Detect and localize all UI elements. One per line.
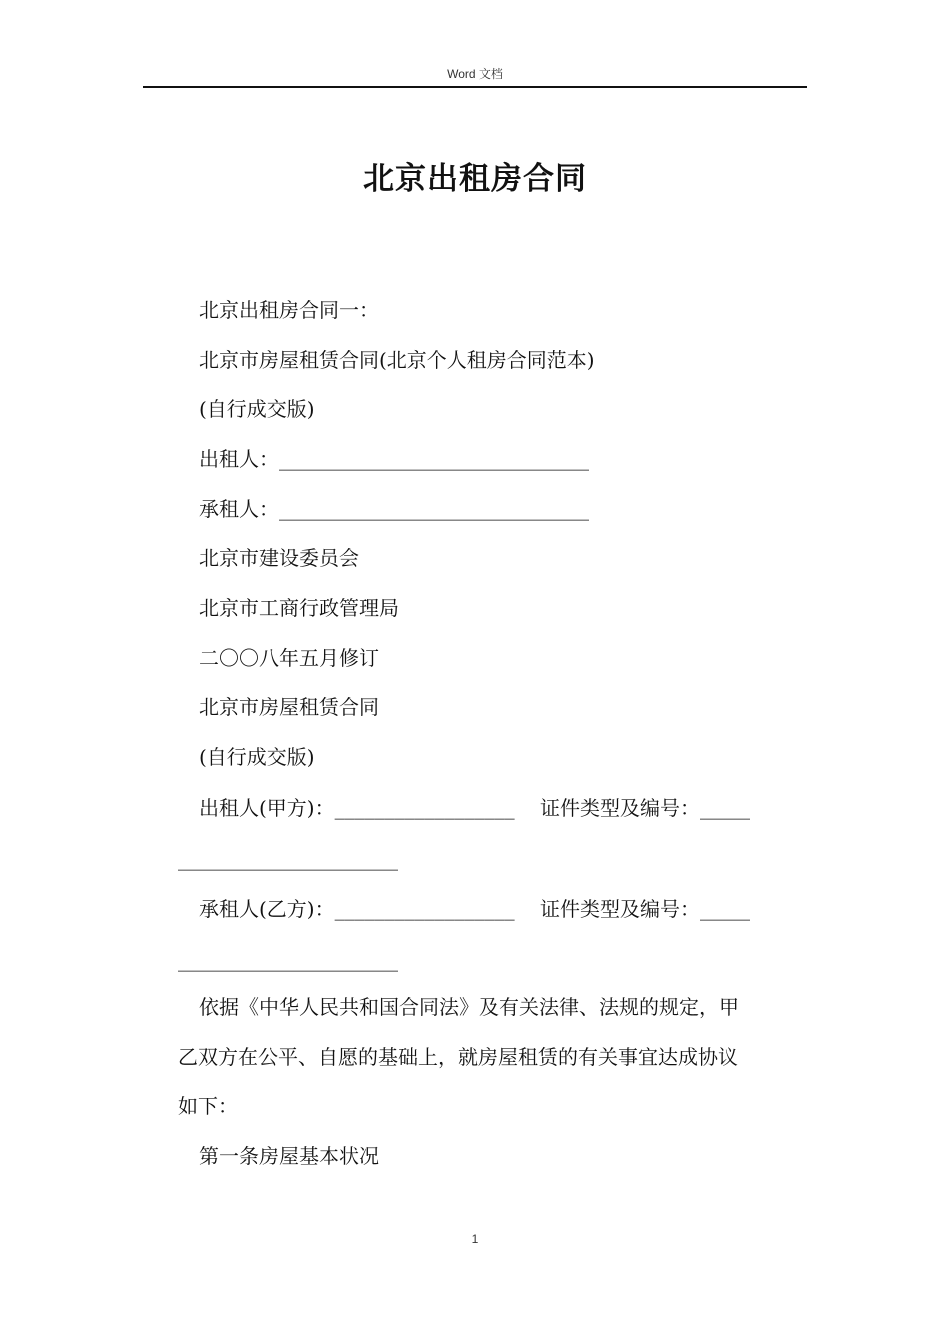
paragraph-line: 如下： xyxy=(178,1094,238,1118)
party-b-field-continuation: ______________________ xyxy=(178,948,398,972)
paragraph-line: 北京市工商行政管理局 xyxy=(199,596,399,620)
paragraph-line: 乙双方在公平、自愿的基础上，就房屋租赁的有关事宜达成协议 xyxy=(178,1045,738,1069)
document-title: 北京出租房合同 xyxy=(363,161,587,197)
section-heading: 第一条房屋基本状况 xyxy=(199,1144,379,1168)
party-a-field-continuation: ______________________ xyxy=(178,847,398,871)
paragraph-line: 二〇〇八年五月修订 xyxy=(199,646,379,670)
paragraph-line: 北京市房屋租赁合同(北京个人租房合同范本) xyxy=(199,348,595,372)
page-header: Word 文档 xyxy=(447,67,503,81)
paragraph-line: (自行成交版) xyxy=(199,397,315,421)
paragraph-line: 北京市房屋租赁合同 xyxy=(199,695,379,719)
page-number: 1 xyxy=(471,1232,479,1246)
party-b-field-line: 承租人(乙方)：__________________ 证件类型及编号：_____ xyxy=(199,897,751,921)
paragraph-line: (自行成交版) xyxy=(199,745,315,769)
party-a-field-line: 出租人(甲方)：__________________ 证件类型及编号：_____ xyxy=(199,796,751,820)
paragraph-line: 依据《中华人民共和国合同法》及有关法律、法规的规定，甲 xyxy=(199,995,739,1019)
paragraph-line: 北京市建设委员会 xyxy=(199,546,359,570)
paragraph-line: 北京出租房合同一： xyxy=(199,298,379,322)
landlord-field-line: 出租人：_______________________________ xyxy=(199,447,589,471)
header-rule xyxy=(143,86,807,88)
tenant-field-line: 承租人：_______________________________ xyxy=(199,497,589,521)
